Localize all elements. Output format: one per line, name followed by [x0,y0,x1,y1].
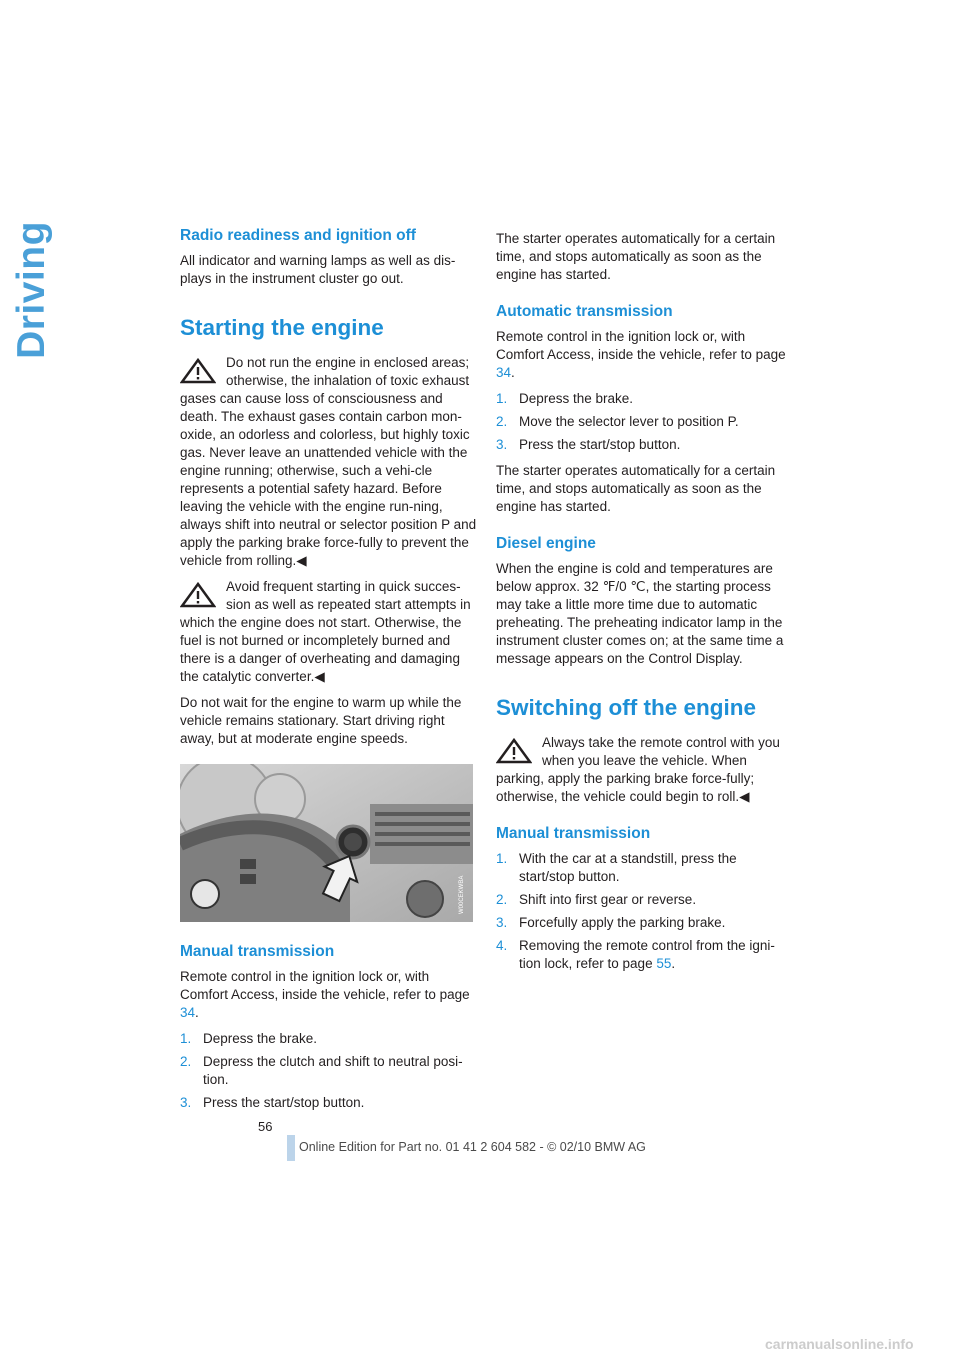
dashboard-illustration [180,764,473,922]
left-column [180,226,478,1120]
right-column [496,230,794,981]
list-item: 1. Depress the brake. [496,391,634,406]
warning-triangle-icon [496,738,532,764]
manual-transmission-heading: Manual transmission [180,943,335,960]
chapter-title: Driving [10,221,53,359]
radio-readiness-heading: Radio readiness and ignition off [180,227,416,244]
online-edition-text: Online Edition for Part no. 01 41 2 604 582 - © 02/10 BMW AG [299,1140,646,1154]
manual-off-steps [496,850,794,973]
automatic-transmission-intro [496,328,794,382]
list-item: 2. Move the selector lever to position P. [496,414,739,429]
manual-transmission-intro [180,968,478,1022]
auto-starter-operation-text: The starter operates automatically for a certain time, and stops automatically as soon as the engine has started. [496,463,776,514]
warning-toxic-exhaust-text: Do not run the engine in enclosed areas; otherwise, the inhalation of toxic exhaust gases can cause loss of consciousness and death. The exhaust gases contain carbon mon-oxide, an odorless and colorless, but highly toxic gas. Never leave an unattended vehicle with the engine running; otherwise, such a vehi-cle represents a potential safety hazard. Before leaving the vehicle with the engine run-ning, always shift into neutral or selector position P and apply the parking brake force-fully to prevent the vehicle from rolling.◀ [180,355,477,568]
list-item: 1. Depress the brake. [180,1031,318,1046]
warning-remote-control [496,734,794,806]
manual-off-heading: Manual transmission [496,825,651,842]
page-number: 56 [258,1119,273,1134]
radio-readiness-text: All indicator and warning lamps as well as dis-plays in the instrument cluster go out. [180,253,456,286]
chapter-sidebar [2,221,62,359]
list-item: 4. Removing the remote control from the igni-tion lock, refer to page 55. [496,938,775,971]
warning-triangle-icon [180,358,216,384]
warning-toxic-exhaust [180,354,478,570]
list-item: 3. Press the start/stop button. [180,1095,365,1110]
page-34-link[interactable]: 34 [496,365,512,380]
starter-operation-text: The starter operates automatically for a certain time, and stops automatically as soon as the engine has started. [496,231,776,282]
manual-start-steps [180,1030,478,1112]
switching-off-heading: Switching off the engine [496,695,756,720]
warning-triangle-icon [180,582,216,608]
start-button-figure [180,764,473,922]
page-34-link[interactable]: 34 [180,1005,196,1020]
manual-intro-text: Remote control in the ignition lock or, with Comfort Access, inside the vehicle, refer to page [180,969,470,1002]
automatic-transmission-heading: Automatic transmission [496,303,673,320]
list-item: 2. Depress the clutch and shift to neutral posi-tion. [180,1054,463,1087]
warning-frequent-starting [180,578,478,686]
diesel-engine-text: When the engine is cold and temperatures are below approx. 32 ℉/0 ℃, the starting process may take a little more time due to automatic preheating. The preheating indicator lamp in the instrument cluster comes on; at the same time a message appears on the Control Display. [496,561,784,666]
warm-up-text: Do not wait for the engine to warm up while the vehicle remains stationary. Start driving right away, but at moderate engine speeds. [180,695,462,746]
manual-intro-end: . [195,1005,199,1020]
diesel-engine-heading: Diesel engine [496,535,596,552]
list-item: 3. Forcefully apply the parking brake. [496,915,726,930]
list-item: 2. Shift into first gear or reverse. [496,892,697,907]
site-watermark: carmanualsonline.info [765,1336,914,1352]
starting-engine-heading: Starting the engine [180,315,384,340]
footer-accent-bar [287,1135,295,1161]
auto-intro-end: . [511,365,515,380]
list-item: 3. Press the start/stop button. [496,437,681,452]
warning-frequent-starting-text: Avoid frequent starting in quick succes-sion as well as repeated start attempts in which the engine does not start. Otherwise, the fuel is not burned or incompletely burned and there is a danger of overheating and damaging the catalytic converter.◀ [180,579,471,684]
automatic-start-steps [496,390,794,454]
auto-intro-text: Remote control in the ignition lock or, with Comfort Access, inside the vehicle, refer to page [496,329,786,362]
warning-remote-control-text: Always take the remote control with you when you leave the vehicle. When parking, apply the parking brake force-fully; otherwise, the vehicle could begin to roll.◀ [496,735,780,804]
figure-code: W00CEKWBA [459,875,465,914]
list-item: 1. With the car at a standstill, press the start/stop button. [496,851,737,884]
page-55-link[interactable]: 55 [656,956,672,971]
